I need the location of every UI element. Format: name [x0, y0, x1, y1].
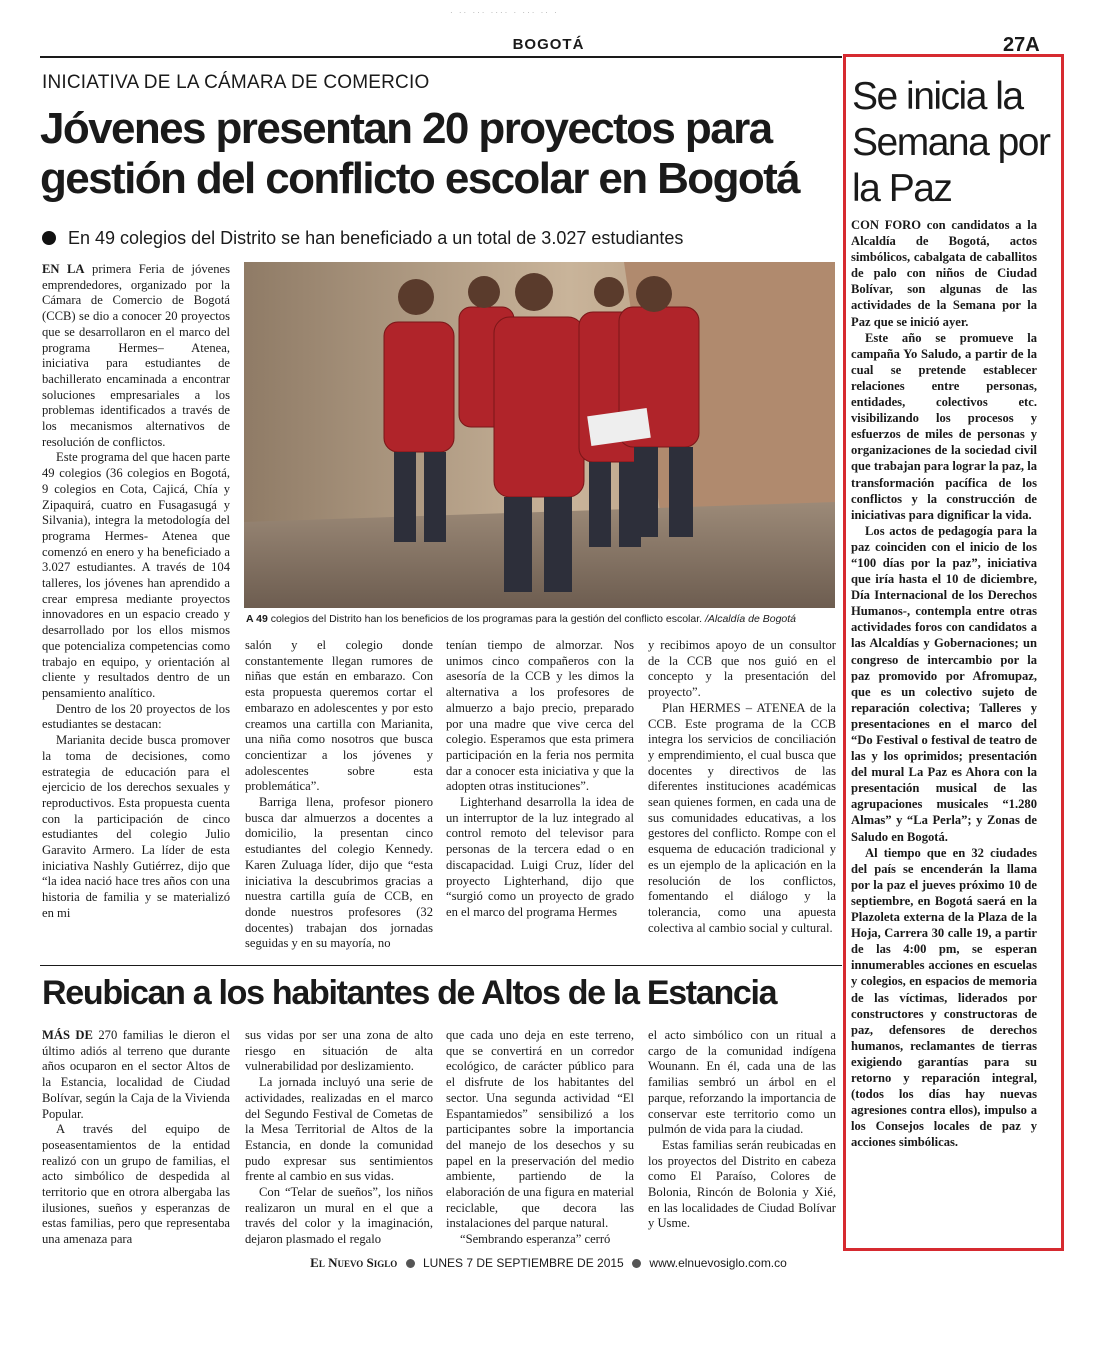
dot-icon — [406, 1259, 415, 1268]
paragraph: EN LA primera Feria de jóvenes emprendedores, organizado por la Cámara de Comercio de Bogotá (CCB) se dio a conocer 20 proyectos que se desarrollaron en el marco del programa Hermes– Atenea, iniciativa para estudiantes de bachillerato encaminada a encontrar soluciones empresariales a los problemas identificados a través de los mecanismos alternativos de resolución de conflictos. — [42, 262, 230, 449]
article2-headline: Reubican a los habitantes de Altos de la Estancia — [42, 974, 777, 1012]
paragraph: Lighterhand desarrolla la idea de un interruptor de la luz integrado al control remoto del televisor para personas de la tercera edad o en discapacidad. Luigi Cruz, líder del proyecto Lighterhand, dijo que “surgió como un proyecto de grado en el marco del programa Hermes — [446, 795, 634, 919]
article-kicker: INICIATIVA DE LA CÁMARA DE COMERCIO — [42, 72, 430, 93]
paragraph: Estas familias serán reubicadas en los proyectos del Distrito en cabeza como El Paraíso, Colores de Bolonia, Rincón de Bolonia y Xié, en las localidades de Ciudad Bolívar y Usme. — [648, 1137, 836, 1231]
paragraph: Este año se promueve la campaña Yo Saludo, a partir de la cual se pretende establecer relaciones entre personas, entidades, colectivos etc. visibilizando los procesos y esfuerzos de miles de personas y organizaciones de la sociedad civil que trabajan para lograr la paz, la transformación pacífica de los conflictos y la construcción de iniciativas para dignificar la vida. — [851, 330, 1037, 522]
paragraph: Este programa del que hacen parte 49 colegios (36 colegios en Bogotá, 9 colegios en Cota, Cajicá, Chía y Zipaquirá, cuatro en Fusagasugá y Silvania), integra la metodología del programa Hermes- Atenea que comenzó en enero y ha beneficiado a 3.027 estudiantes. A través de 104 talleres, los jóvenes han aprendido a crear empresa mediante proyectos innovadores en un espacio creado y desarrollado por los ellos mismos que potencializa competencias como trabajo en equipo, y orientación al cliente y resultados dentro de un pensamiento analítico. — [42, 450, 230, 700]
article-headline: Jóvenes presentan 20 proyectos para gestión del conflicto escolar en Bogotá — [40, 104, 800, 203]
newspaper-logo: El Nuevo Siglo — [310, 1255, 398, 1270]
page-footer — [0, 1255, 1097, 1271]
lead-in: CON FORO — [851, 218, 922, 232]
paragraph: tenían tiempo de almorzar. Nos unimos cinco compañeros con la asesoría de la CCB y les dimos la alternativa a los profesores de almuerzo a bajo precio, preparado por una madre que vive cerca del colegio. Esperamos que esta primera participación en la feria nos permita dar a conocer esta iniciativa y que la adopten otras instituciones”. — [446, 638, 634, 794]
deck-text: En 49 colegios del Distrito se han beneficiado a un total de 3.027 estudiantes — [68, 228, 684, 248]
paragraph: Al tiempo que en 32 ciudades del país se encenderán la llama por la paz el jueves próximo 10 de septiembre, en Bogotá saerá en la Plazoleta externa de la Plaza de la Hoja, Carrera 30 calle 19, a partir de las 4:00 pm, se esperan innumerables acciones en escuelas y colegios, en espacios de memoria de las víctimas, liderados por constructores y constructoras de paz, defensores de derechos humanos, reclamantes de tierras exigiendo garantías para su retorno y reparación integral, (todos los días hay nuevas agresiones contra ellos), impulso a los Consejos locales de paz y acciones simbólicas. — [851, 845, 1037, 1150]
paragraph: A través del equipo de poseasentamientos de la entidad realizó con un grupo de familias, el acto simbólico de despedida al territorio que en otrora albergaba las ilusiones, sueños y esperanzas de estas familias, pero que representaba una amenaza para — [42, 1122, 230, 1247]
paragraph: Los actos de pedagogía para la paz coinciden con el inicio de los “100 días por la paz”, iniciativa que iría hasta el 10 de diciembre, Día Internacional de los Derechos Humanos-, contempla entre otras actividades foros con candidatos a las Alcaldías y Gobernaciones; un congreso de intercambio por la paz promovido por Afromupaz, que es un colectivo sujeto de reparación colectiva; Talleres y presentaciones en el marco del “Do Festival o festival de teatro de las y los oprimidos; presentación del mural La Paz es Ahora con la presentación musical de las agrupaciones musicales “1.280 Almas” y “La Perla”; y Zonas de Saludo en Bogotá. — [851, 523, 1037, 844]
paragraph: el acto simbólico con un ritual a cargo de la comunidad indígena Wounann. En él, cada una de las familias sembró un árbol en el parque, reforzando la importancia de conservar este territorio como un pulmón de vida para la ciudad. — [648, 1028, 836, 1137]
paragraph: que cada uno deja en este terreno, que se convertirá en un corredor ecológico, de carácter público para el disfrute de los habitantes del sector. Una segunda actividad “El Espantamiedos” sensibilizó a los participantes sobre la importancia del manejo de los desechos y su papel en la preservación del medio ambiente, partiendo de la elaboración de una figura en material reciclable, que decora las instalaciones del parque natural. — [446, 1028, 634, 1231]
footer-date: LUNES 7 DE SEPTIEMBRE DE 2015 — [422, 1256, 624, 1270]
lead-in: MÁS DE — [42, 1028, 93, 1042]
article2-column-3 — [446, 1028, 634, 1248]
lead-in: EN LA — [42, 262, 85, 276]
paragraph: Con “Telar de sueños”, los niños realizaron un mural en el que a través del color y la imaginación, dejaron plasmado el regalo — [245, 1185, 433, 1247]
section-label: BOGOTÁ — [512, 36, 585, 53]
paragraph: Marianita decide busca promover la toma de decisiones, como estrategia de educación para el ejercicio de los derechos sexuales y reproductivos. Esta propuesta cuenta con la participación de cinco estudiantes del colegio Julio Garavito Armero. La líder de esta iniciativa Nashly Gutiérrez, dijo que “la idea nació hace tres años con una historia de familia y se materializó en mi — [42, 733, 230, 920]
photo-caption: A 49 colegios del Distrito han los beneficios de los programas para la gestión del conflicto escolar. /Alcaldía de Bogotá — [246, 613, 797, 625]
paragraph: CON FORO con candidatos a la Alcaldía de Bogotá, actos simbólicos, cabalgata de caballitos de palo con niños de Ciudad Bolívar, son algunas de las actividades de la Semana por la Paz que se inició ayer. — [851, 218, 1037, 329]
article-divider — [40, 965, 842, 966]
article2-column-2 — [245, 1028, 433, 1248]
paragraph: La jornada incluyó una serie de actividades, realizadas en el marco del Segundo Festival de Cometas de la Mesa Territorial de Altos de la Estancia, en donde la comunidad pudo expresar sus sentimientos frente al cambio en sus vidas. — [245, 1075, 433, 1184]
sidebar-headline: Se inicia la Semana por la Paz — [852, 75, 1050, 210]
page-number: 27A — [1003, 34, 1040, 56]
sidebar-body — [851, 217, 1037, 1150]
paragraph: y recibimos apoyo de un consultor de la CCB que nos guió en el concepto y la presentación del proyecto”. — [648, 638, 836, 700]
article1-column-2 — [245, 638, 433, 952]
paragraph: salón y el colegio donde constantemente llegan rumores de niñas que están en embarazo. Con esta propuesta queremos cortar el embarazo en adolescentes y por esto creamos una cartilla con Marianita, una niña como nosotros que busca concientizar a los jóvenes y adolescentes sobre esta problemática”. — [245, 638, 433, 794]
footer-url[interactable]: www.elnuevosiglo.com.co — [649, 1256, 787, 1270]
article2-column-4 — [648, 1028, 836, 1232]
bullet-icon — [42, 231, 56, 245]
students-photo-illustration — [244, 262, 835, 608]
article2-column-1 — [42, 1028, 230, 1248]
header-rule — [40, 56, 842, 58]
paragraph: sus vidas por ser una zona de alto riesgo en situación de alta vulnerabilidad por deslizamiento. — [245, 1028, 433, 1074]
dot-icon — [632, 1259, 641, 1268]
article-deck — [42, 228, 842, 249]
article1-column-3 — [446, 638, 634, 921]
paragraph: Plan HERMES – ATENEA de la CCB. Este programa de la CCB integra los servicios de conciliación y emprendimiento, el cual busca que docentes y directivos de las diferentes instituciones académicas sean quienes formen, en cada una de sus comunidades educativas, a los gestores del conflicto. Rompe con el esquema de educación tradicional y es un ejemplo de la aplicación en la resolución de los conflictos, fomentando el diálogo y la tolerancia, como una apuesta colectiva al cambio social y cultural. — [648, 700, 836, 935]
paragraph: Barriga llena, profesor pionero busca dar almuerzos a docentes a domicilio, la presentan cinco estudiantes del colegio Kennedy. Karen Zuluaga líder, dijo que “esta iniciativa la descubrimos gracias a nuestra cartilla guía de CCB, en donde nuestros profesores (32 docentes) trabajan dos jornadas seguidas y en su mayoría, no — [245, 795, 433, 951]
paragraph: MÁS DE 270 familias le dieron el último adiós al terreno que durante años ocuparon en el sector Altos de la Estancia, localidad de Ciudad Bolívar, según la Caja de la Vivienda Popular. — [42, 1028, 230, 1121]
photo-credit: /Alcaldía de Bogotá — [704, 613, 797, 625]
top-print-smudge: · ·· ··· ···· · ··· ·· · — [450, 8, 559, 17]
article1-column-4 — [648, 638, 836, 936]
paragraph: Dentro de los 20 proyectos de los estudiantes se destacan: — [42, 701, 230, 732]
paragraph: “Sembrando esperanza” cerró — [460, 1232, 611, 1247]
article-photo — [244, 262, 835, 608]
article1-column-1 — [42, 262, 230, 922]
